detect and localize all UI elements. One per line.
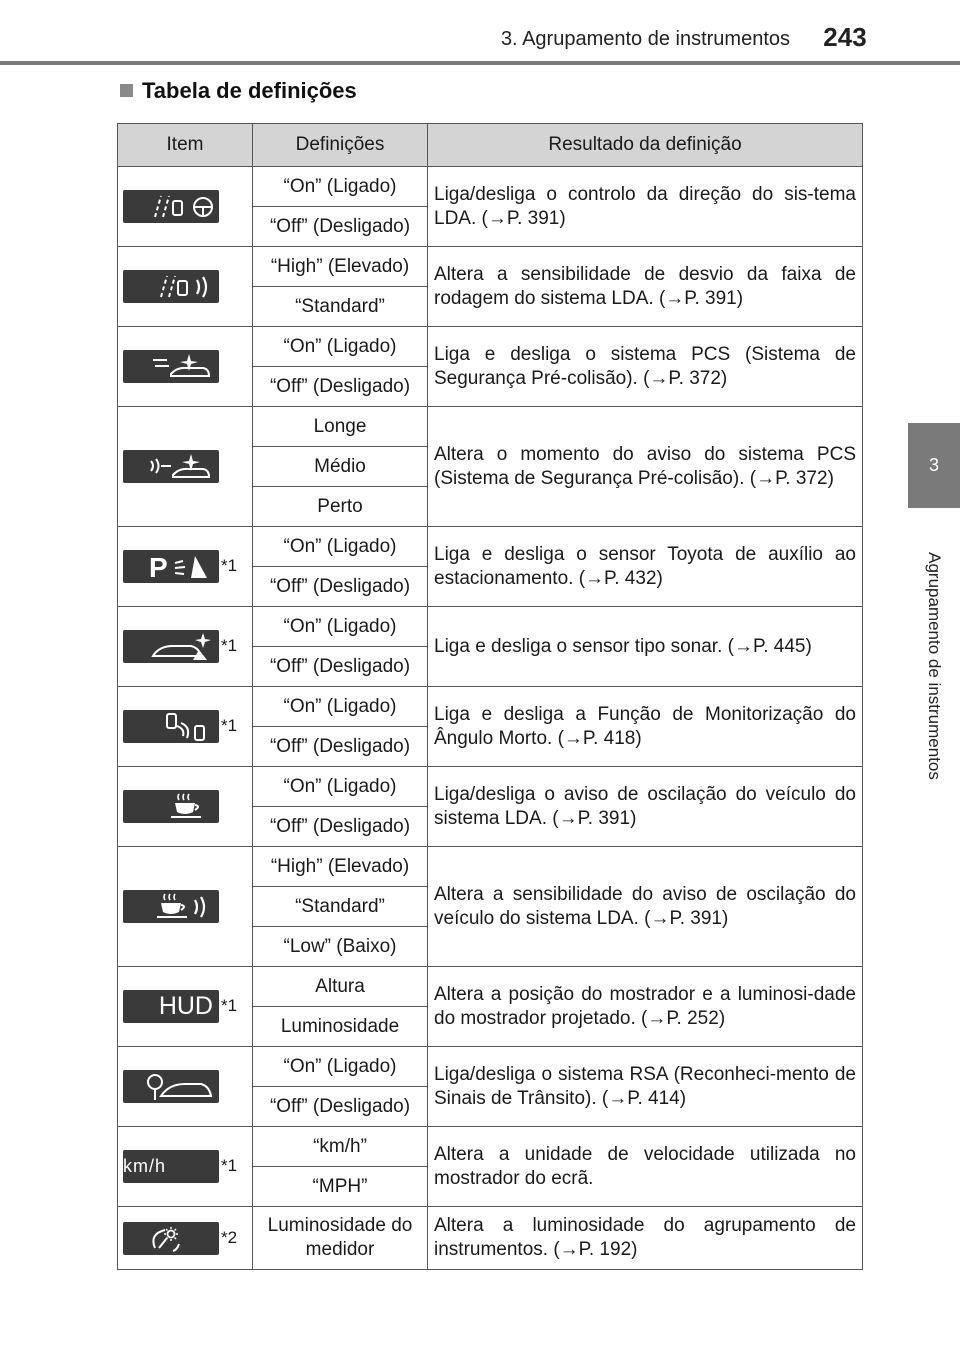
lda-steering-control-icon bbox=[123, 190, 219, 223]
sonar-sensor-icon bbox=[123, 630, 219, 663]
setting-item-cell bbox=[118, 247, 253, 327]
setting-item-cell bbox=[118, 847, 253, 967]
definition-cell: Luminosidade bbox=[253, 1007, 428, 1047]
result-cell: Liga/desliga o sistema RSA (Reconheci-mento de Sinais de Trânsito). (→P. 414) bbox=[428, 1047, 863, 1127]
result-cell: Liga e desliga o sensor tipo sonar. (→P. 445) bbox=[428, 607, 863, 687]
sway-sensitivity-icon bbox=[123, 890, 219, 923]
lda-sensitivity-icon bbox=[123, 270, 219, 303]
speed-unit-icon bbox=[123, 1150, 219, 1209]
result-cell: Altera a posição do mostrador e a luminosi-dade do mostrador projetado. (→P. 252) bbox=[428, 967, 863, 1047]
chapter-tab-label-text: Agrupamento de instrumentos bbox=[925, 552, 944, 780]
section-heading bbox=[120, 78, 357, 104]
table-row bbox=[118, 847, 863, 887]
table-row bbox=[118, 1047, 863, 1087]
result-cell: Altera a sensibilidade do aviso de oscilação do veículo do sistema LDA. (→P. 391) bbox=[428, 847, 863, 967]
setting-item-cell bbox=[118, 407, 253, 527]
footnote-marker: *2 bbox=[221, 1227, 238, 1247]
definition-cell: “On” (Ligado) bbox=[253, 1047, 428, 1087]
setting-item-cell bbox=[118, 167, 253, 247]
road-sign-assist-icon bbox=[123, 1070, 219, 1103]
definition-cell: “Off” (Desligado) bbox=[253, 367, 428, 407]
header-rule bbox=[0, 61, 960, 65]
definition-cell: “Standard” bbox=[253, 287, 428, 327]
definition-cell: Perto bbox=[253, 487, 428, 527]
settings-table bbox=[117, 123, 863, 1270]
definition-cell: “High” (Elevado) bbox=[253, 847, 428, 887]
section-heading-text: Tabela de definições bbox=[142, 78, 357, 103]
result-cell: Liga e desliga o sensor Toyota de auxílio ao estacionamento. (→P. 432) bbox=[428, 527, 863, 607]
table-row bbox=[118, 607, 863, 647]
table-row bbox=[118, 687, 863, 727]
running-header: 3. Agrupamento de instrumentos bbox=[500, 28, 790, 50]
setting-item-cell bbox=[118, 1047, 253, 1127]
definition-cell: “km/h” bbox=[253, 1127, 428, 1167]
chapter-tab-label bbox=[908, 511, 960, 821]
hud-icon bbox=[123, 990, 219, 1023]
table-row bbox=[118, 1207, 863, 1270]
definition-cell: “On” (Ligado) bbox=[253, 767, 428, 807]
blind-spot-monitor-icon bbox=[123, 710, 219, 743]
definition-cell: “High” (Elevado) bbox=[253, 247, 428, 287]
definition-cell: “On” (Ligado) bbox=[253, 327, 428, 367]
definition-cell: “On” (Ligado) bbox=[253, 167, 428, 207]
definition-cell: Altura bbox=[253, 967, 428, 1007]
table-row bbox=[118, 1127, 863, 1167]
column-header: Definições bbox=[253, 124, 428, 167]
setting-item-cell bbox=[118, 1127, 253, 1207]
result-cell: Liga e desliga a Função de Monitorização do Ângulo Morto. (→P. 418) bbox=[428, 687, 863, 767]
result-cell: Altera a unidade de velocidade utilizada no mostrador do ecrã. bbox=[428, 1127, 863, 1207]
table-header-row bbox=[118, 124, 863, 167]
result-cell: Liga/desliga o controlo da direção do sis-tema LDA. (→P. 391) bbox=[428, 167, 863, 247]
setting-item-cell bbox=[118, 687, 253, 767]
definition-cell: “On” (Ligado) bbox=[253, 527, 428, 567]
result-cell: Liga e desliga o sistema PCS (Sistema de Segurança Pré-colisão). (→P. 372) bbox=[428, 327, 863, 407]
column-header: Resultado da definição bbox=[428, 124, 863, 167]
meter-brightness-icon bbox=[123, 1222, 219, 1255]
result-cell: Altera a sensibilidade de desvio da faixa de rodagem do sistema LDA. (→P. 391) bbox=[428, 247, 863, 327]
table-row bbox=[118, 967, 863, 1007]
footnote-marker: *1 bbox=[221, 556, 238, 575]
icon-label: HUD bbox=[158, 992, 213, 1020]
definition-cell: “Off” (Desligado) bbox=[253, 807, 428, 847]
definition-cell: “On” (Ligado) bbox=[253, 607, 428, 647]
definition-cell: Luminosidade do medidor bbox=[253, 1207, 428, 1270]
pcs-warning-timing-icon bbox=[123, 450, 219, 483]
definition-cell: “Off” (Desligado) bbox=[253, 207, 428, 247]
footnote-marker: *1 bbox=[221, 996, 238, 1015]
setting-item-cell bbox=[118, 527, 253, 607]
definition-cell: “On” (Ligado) bbox=[253, 687, 428, 727]
setting-item-cell bbox=[118, 327, 253, 407]
table-row bbox=[118, 167, 863, 207]
icon-label: km/h MPH bbox=[123, 1156, 167, 1209]
table-row bbox=[118, 767, 863, 807]
footnote-marker: *1 bbox=[221, 636, 238, 655]
definition-cell: “MPH” bbox=[253, 1167, 428, 1207]
sway-warning-icon bbox=[123, 790, 219, 823]
footnote-marker: *1 bbox=[221, 1156, 238, 1175]
heading-square-icon bbox=[120, 84, 133, 97]
definition-cell: Longe bbox=[253, 407, 428, 447]
setting-item-cell bbox=[118, 767, 253, 847]
definition-cell: “Off” (Desligado) bbox=[253, 567, 428, 607]
table-row bbox=[118, 327, 863, 367]
parking-assist-icon bbox=[123, 550, 219, 583]
result-cell: Altera a luminosidade do agrupamento de instrumentos. (→P. 192) bbox=[428, 1207, 863, 1270]
setting-item-cell bbox=[118, 607, 253, 687]
table-row bbox=[118, 407, 863, 447]
result-cell: Liga/desliga o aviso de oscilação do veículo do sistema LDA. (→P. 391) bbox=[428, 767, 863, 847]
table-row bbox=[118, 247, 863, 287]
result-cell: Altera o momento do aviso do sistema PCS (Sistema de Segurança Pré-colisão). (→P. 372) bbox=[428, 407, 863, 527]
definition-cell: “Standard” bbox=[253, 887, 428, 927]
setting-item-cell bbox=[118, 967, 253, 1047]
table-row bbox=[118, 527, 863, 567]
definition-cell: “Low” (Baixo) bbox=[253, 927, 428, 967]
pcs-icon bbox=[123, 350, 219, 383]
page-number: 243 bbox=[823, 22, 867, 52]
definition-cell: “Off” (Desligado) bbox=[253, 647, 428, 687]
definition-cell: “Off” (Desligado) bbox=[253, 1087, 428, 1127]
svg-text:P: P bbox=[149, 552, 168, 581]
definition-cell: Médio bbox=[253, 447, 428, 487]
footnote-marker: *1 bbox=[221, 716, 238, 735]
column-header: Item bbox=[118, 124, 253, 167]
chapter-tab-number[interactable]: 3 bbox=[908, 423, 960, 508]
definition-cell: “Off” (Desligado) bbox=[253, 727, 428, 767]
